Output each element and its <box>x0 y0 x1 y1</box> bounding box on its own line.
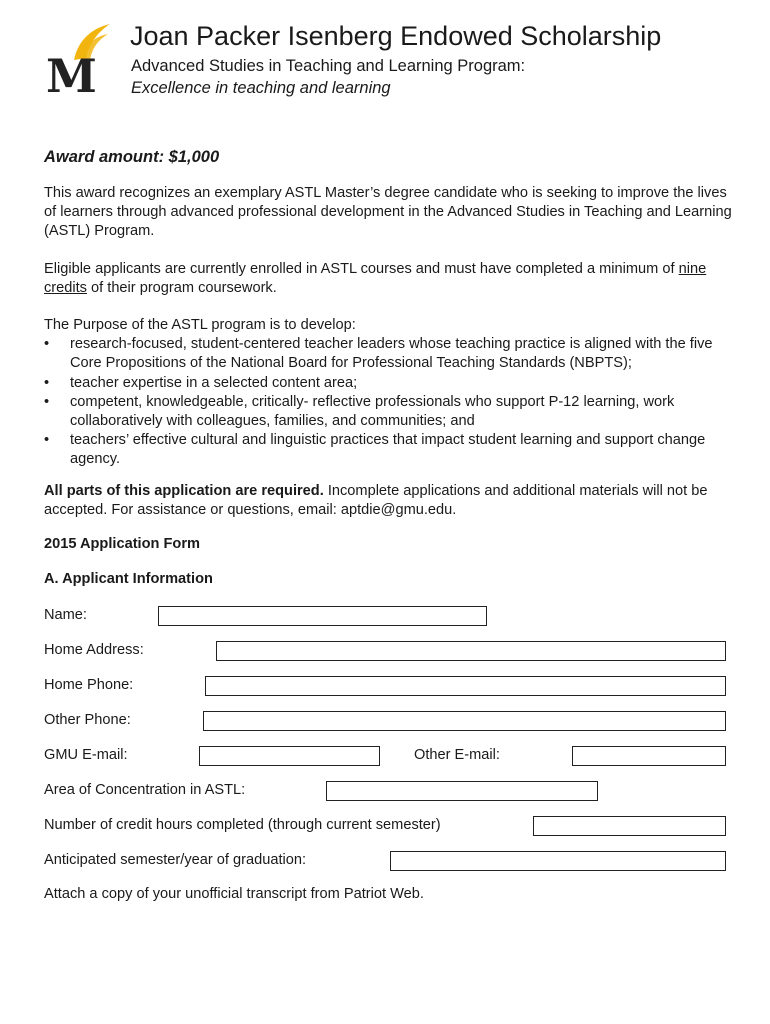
purpose-item: • teacher expertise in a selected content area; <box>44 374 734 393</box>
gmu-logo-icon <box>44 22 114 94</box>
program-tagline: Excellence in teaching and learning <box>131 79 391 97</box>
eligibility-credits: nine credits <box>44 261 707 297</box>
other-phone-label: Other Phone: <box>44 712 131 728</box>
eligibility-text: Eligible applicants are currently enrolled in ASTL courses and must have completed a minimum of <box>44 261 679 277</box>
graduation-label: Anticipated semester/year of graduation: <box>44 852 307 868</box>
eligibility-paragraph <box>44 260 734 298</box>
purpose-item: • competent, knowledgeable, critically- reflective professionals who support P-12 learning, work collaboratively with colleagues, families, and communities; and <box>44 393 734 431</box>
section-heading: A. Applicant Information <box>44 571 213 587</box>
home-phone-field[interactable] <box>205 676 726 696</box>
intro-paragraph: This award recognizes an exemplary ASTL Master’s degree candidate who is seeking to improve the lives of learners through advanced professional development in the Advanced Studies in Teaching and Learning (ASTL) Program. <box>44 185 732 240</box>
name-label: Name: <box>44 607 87 623</box>
concentration-field[interactable] <box>326 781 598 801</box>
program-subtitle: Advanced Studies in Teaching and Learning Program: <box>131 57 526 75</box>
eligibility-text-end: of their program coursework. <box>86 280 277 297</box>
form-title: 2015 Application Form <box>44 536 200 552</box>
other-email-label: Other E-mail: <box>414 747 500 763</box>
purpose-item: • teachers’ effective cultural and linguistic practices that impact student learning and support change agency. <box>44 431 734 469</box>
graduation-field[interactable] <box>390 851 726 871</box>
purpose-lead: The Purpose of the ASTL program is to develop: <box>44 317 356 333</box>
requirement-text: Incomplete applications and additional materials will not be accepted. For assistance or questions, email: aptdie@gmu.edu. <box>44 483 708 519</box>
other-email-field[interactable] <box>572 746 726 766</box>
purpose-list <box>44 335 734 469</box>
page-title: Joan Packer Isenberg Endowed Scholarship <box>130 21 662 51</box>
gmu-email-label: GMU E-mail: <box>44 747 128 763</box>
other-phone-field[interactable] <box>203 711 726 731</box>
home-address-label: Home Address: <box>44 642 144 658</box>
svg-text:M: M <box>46 49 97 94</box>
award-amount: Award amount: $1,000 <box>44 148 220 166</box>
credit-hours-field[interactable] <box>533 816 726 836</box>
transcript-note: Attach a copy of your unofficial transcript from Patriot Web. <box>44 886 424 902</box>
requirement-bold: All parts of this application are required. <box>44 483 324 499</box>
purpose-item: • research-focused, student-centered teacher leaders whose teaching practice is aligned with the five Core Propositions of the National Board for Professional Teaching Standards (NBPTS); <box>44 335 734 373</box>
gmu-email-field[interactable] <box>199 746 380 766</box>
purpose-section <box>44 316 734 470</box>
credit-hours-label: Number of credit hours completed (through current semester) <box>44 817 441 833</box>
concentration-label: Area of Concentration in ASTL: <box>44 782 246 798</box>
home-address-field[interactable] <box>216 641 726 661</box>
home-phone-label: Home Phone: <box>44 677 134 693</box>
requirement-paragraph <box>44 482 734 520</box>
name-field[interactable] <box>158 606 487 626</box>
